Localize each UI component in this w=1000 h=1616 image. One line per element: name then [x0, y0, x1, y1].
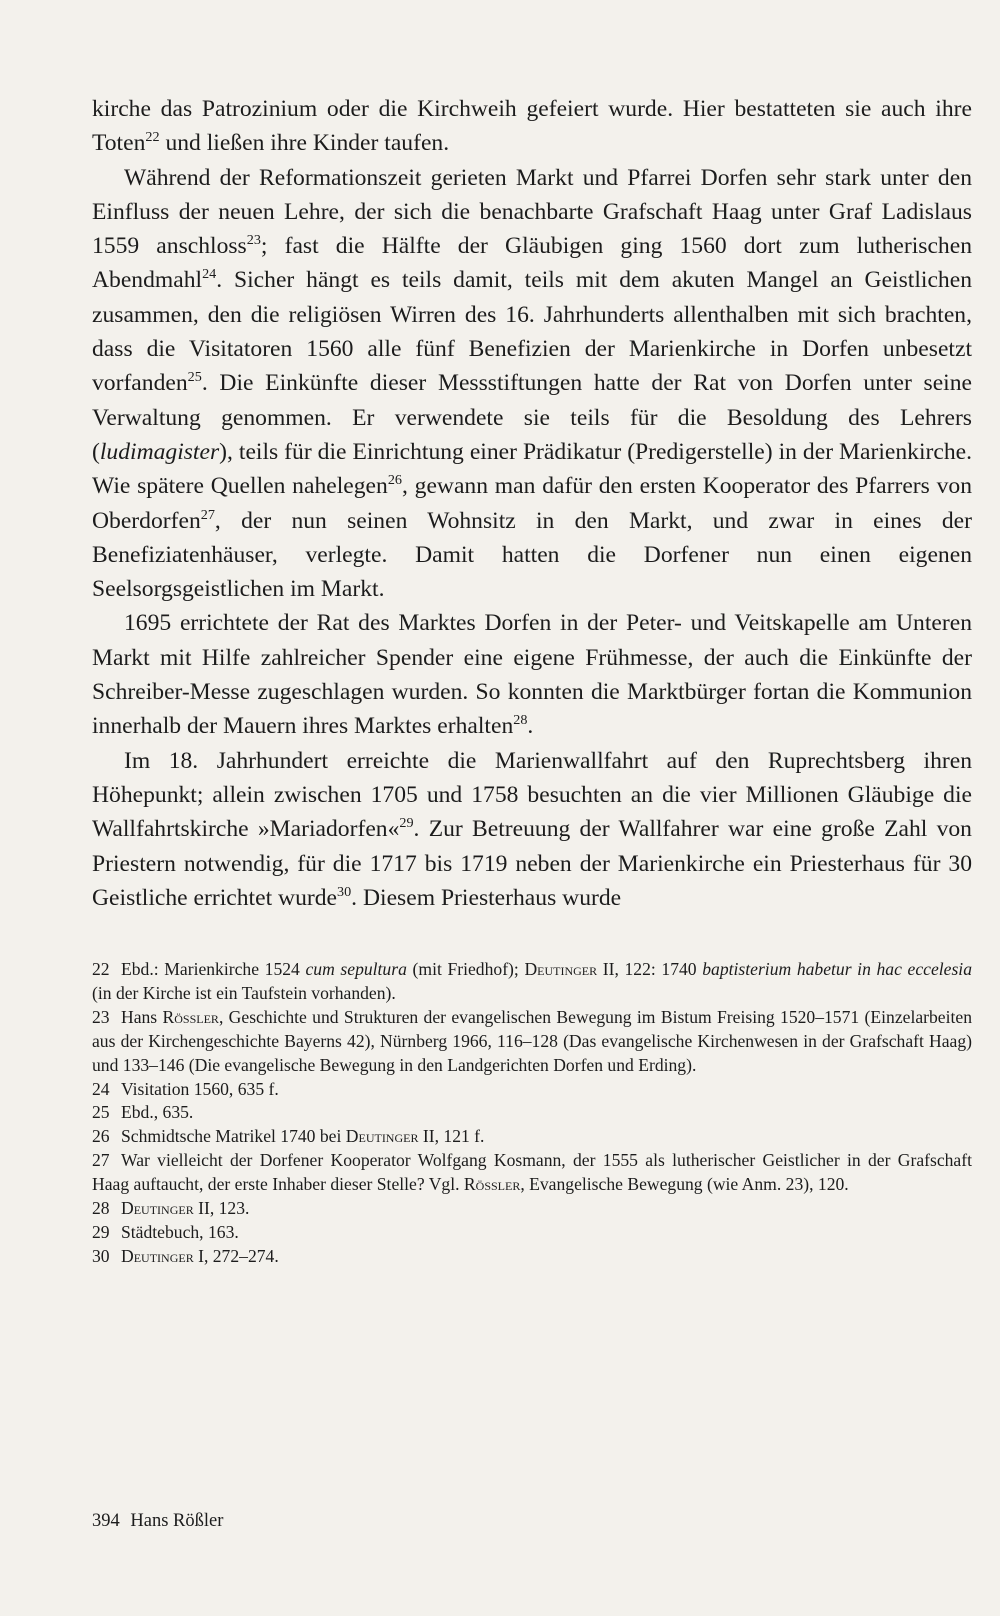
body-paragraph [92, 606, 972, 743]
text-run: Ebd.: Marienkirche 1524 [121, 959, 306, 979]
italic-text: baptisterium habetur in hac eccelesia [702, 959, 972, 979]
author-name: Deutinger [345, 1126, 419, 1147]
main-text [92, 92, 972, 915]
footnote-reference: 30 [337, 883, 352, 900]
text-run: Schmidtsche Matrikel 1740 bei [121, 1126, 346, 1147]
author-name: Deutinger [121, 1245, 194, 1266]
text-run: (in der Kirche ist ein Taufstein vorhanden). [92, 982, 396, 1003]
text-run: Während der Reformationszeit gerieten Markt und Pfarrei Dorfen sehr stark unter den Einfluss der neuen Lehre, der sich die benachbarte Grafschaft Haag unter Graf Ladislaus 1559 anschloss [92, 164, 972, 260]
text-run: ; fast die Hälfte der Gläubigen ging 1560 dort zum lutherischen Abendmahl [92, 233, 972, 294]
text-run: Ebd., 635. [121, 1102, 194, 1123]
footnote-reference: 24 [202, 266, 217, 283]
footnote-reference: 28 [513, 712, 528, 729]
body-paragraph [92, 161, 972, 607]
italic-text: ludimagister [99, 438, 220, 465]
footnote-reference: 25 [187, 369, 202, 386]
text-run: . [527, 713, 534, 740]
footnote-number: 24 [92, 1078, 110, 1099]
footnote [92, 1221, 972, 1245]
text-run: II, 122: 1740 [597, 959, 703, 979]
footnote [92, 1197, 972, 1221]
text-run: War vielleicht der Dorfener Kooperator Wolfgang Kosmann, der 1555 als lutherischer Geistlicher in der Grafschaft Haag auftaucht, der erste Inhaber dieser Stelle? Vgl. [92, 1150, 972, 1195]
text-run: Visitation 1560, 635 f. [121, 1078, 279, 1099]
footnote-reference: 22 [145, 129, 160, 146]
text-run: II, 123. [193, 1198, 250, 1219]
footnote [92, 1101, 972, 1125]
text-run: , der nun seinen Wohnsitz in den Markt, und zwar in eines der Benefiziatenhäuser, verlegte. Damit hatten die Dorfener nun einen eigenen Seelsorgsgeistlichen im Markt. [92, 507, 972, 603]
text-run: . Zur Betreuung der Wallfahrer war eine große Zahl von Priestern notwendig, für die 1717 bis 1719 neben der Marienkirche ein Priesterhaus für 30 Geistliche errichtet wurde [92, 816, 972, 911]
footnote-number: 30 [92, 1245, 110, 1266]
text-run: , Evangelische Bewegung (wie Anm. 23), 120. [520, 1174, 849, 1195]
text-run: Städtebuch, 163. [121, 1221, 239, 1242]
page-footer [92, 1509, 223, 1533]
text-run: und ließen ihre Kinder taufen. [159, 130, 450, 157]
footnote-number: 26 [92, 1126, 110, 1147]
footnote-reference: 26 [387, 472, 402, 489]
text-run: . Sicher hängt es teils damit, teils mit dem akuten Mangel an Geistlichen zusammen, den die religiösen Wirren des 16. Jahrhunderts allenthalben mit sich brachten, dass die Visitatoren 1560 alle fünf Benefizien der Marienkirche in Dorfen unbesetzt vorfanden [92, 267, 972, 397]
footnote [92, 1125, 972, 1149]
text-run: I, 272–274. [193, 1245, 279, 1266]
text-run: . Diesem Priesterhaus wurde [351, 884, 622, 911]
footnote-number: 23 [92, 1006, 110, 1027]
footnote-number: 25 [92, 1102, 110, 1123]
footnote [92, 1006, 972, 1078]
text-run: 1695 errichtete der Rat des Marktes Dorfen in der Peter- und Veitskapelle am Unteren Markt mit Hilfe zahlreicher Spender eine eigene Frühmesse, der auch die Einkünfte der Schreiber-Messe zugeschlagen wurden. So konnten die Marktbürger fortan die Kommunion innerhalb der Mauern ihres Marktes erhalten [92, 610, 972, 740]
footnote [92, 1078, 972, 1102]
author-name: Rössler [463, 1174, 521, 1195]
text-run: II, 121 f. [418, 1126, 485, 1147]
footnote-reference: 23 [246, 231, 261, 248]
text-run: . Die Einkünfte dieser Messstiftungen hatte der Rat von Dorfen unter seine Verwaltung genommen. Er verwendete sie teils für die Besoldung des Lehrers ( [92, 370, 972, 465]
author-name: Rössler [162, 1006, 219, 1027]
footnote-number: 29 [92, 1221, 110, 1242]
footnotes [92, 958, 972, 1269]
footnote-number: 28 [92, 1198, 110, 1219]
text-run: Hans [121, 1006, 163, 1027]
footnote-reference: 29 [399, 815, 414, 832]
body-paragraph [92, 92, 972, 161]
footnote-number: 22 [92, 959, 110, 979]
page-number: 394 [92, 1511, 120, 1531]
footnote [92, 1245, 972, 1269]
text-run: , gewann man dafür den ersten Kooperator des Pfarrers von Oberdorfen [92, 473, 972, 534]
text-run: kirche das Patrozinium oder die Kirchweih gefeiert wurde. Hier bestatteten sie auch ihre Toten [92, 96, 972, 157]
body-paragraph [92, 744, 972, 915]
running-head-author: Hans Rößler [130, 1511, 224, 1531]
italic-text: cum sepultura [305, 959, 407, 979]
author-name: Deutinger [524, 959, 598, 979]
footnote [92, 1149, 972, 1197]
text-run: ), teils für die Einrichtung einer Prädikatur (Predigerstelle) in der Marienkirche. Wie spätere Quellen nahelegen [92, 438, 972, 500]
text-run: (mit Friedhof); [406, 959, 525, 979]
footnote-reference: 27 [200, 506, 215, 523]
author-name: Deutinger [121, 1198, 194, 1219]
text-run: , Geschichte und Strukturen der evangelischen Bewegung im Bistum Freising 1520–1571 (Einzelarbeiten aus der Kirchengeschichte Bayerns 42), Nürnberg 1966, 116–128 (Das evangelische Kirchenwesen in der Grafschaft Haag) und 133–146 (Die evangelische Bewegung in den Landgerichten Dorfen und Erding). [92, 1006, 972, 1075]
footnote-number: 27 [92, 1150, 110, 1171]
text-run: Im 18. Jahrhundert erreichte die Marienwallfahrt auf den Ruprechtsberg ihren Höhepunkt; allein zwischen 1705 und 1758 besuchten an die vier Millionen Gläubige die Wallfahrtskirche »Mariadorfen« [92, 747, 972, 843]
footnote [92, 958, 972, 1006]
